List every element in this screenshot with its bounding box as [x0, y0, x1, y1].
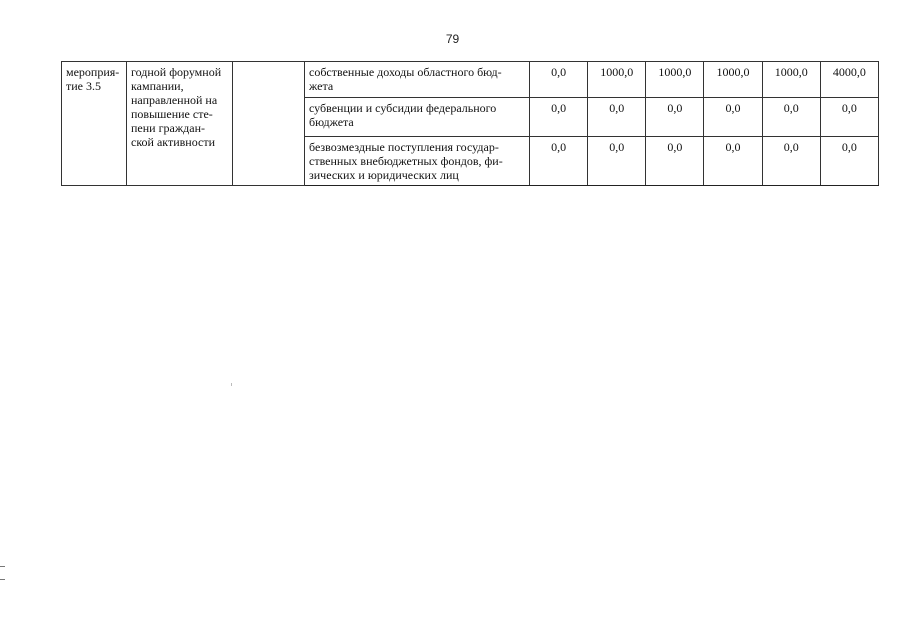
value-cell-total: 0,0 — [820, 137, 878, 186]
value-cell: 0,0 — [646, 137, 704, 186]
activity-id: мероприя- тие 3.5 — [66, 65, 120, 93]
executor-cell — [233, 62, 305, 186]
page-number: 79 — [445, 32, 460, 46]
margin-mark — [0, 566, 5, 567]
value-cell: 0,0 — [646, 98, 704, 137]
activity-name-cell — [127, 62, 233, 186]
funding-source-cell — [305, 137, 530, 186]
value-cell-total: 0,0 — [820, 98, 878, 137]
value-cell: 1000,0 — [588, 62, 646, 98]
value-cell: 0,0 — [704, 137, 762, 186]
value-cell: 0,0 — [530, 62, 588, 98]
activity-id-cell — [62, 62, 127, 186]
value-cell: 0,0 — [762, 137, 820, 186]
value-cell: 0,0 — [588, 137, 646, 186]
value-cell: 0,0 — [530, 137, 588, 186]
scan-artifact — [231, 383, 232, 386]
value-cell: 0,0 — [588, 98, 646, 137]
value-cell: 1000,0 — [704, 62, 762, 98]
activity-name: годной форумной кампании, направленной на повышение сте- пени граждан- ской активности — [131, 65, 222, 149]
value-cell-total: 4000,0 — [820, 62, 878, 98]
funding-source-cell — [305, 62, 530, 98]
value-cell: 0,0 — [530, 98, 588, 137]
funding-source: безвозмездные поступления государ- ственных внебюджетных фондов, фи- зических и юридических лиц — [309, 140, 503, 182]
value-cell: 0,0 — [762, 98, 820, 137]
budget-table — [61, 61, 879, 186]
funding-source: собственные доходы областного бюд- жета — [309, 65, 502, 93]
funding-source-cell — [305, 98, 530, 137]
value-cell: 1000,0 — [646, 62, 704, 98]
value-cell: 0,0 — [704, 98, 762, 137]
table-row — [62, 62, 879, 98]
funding-source: субвенции и субсидии федерального бюджета — [309, 101, 497, 129]
value-cell: 1000,0 — [762, 62, 820, 98]
margin-mark — [0, 579, 5, 580]
